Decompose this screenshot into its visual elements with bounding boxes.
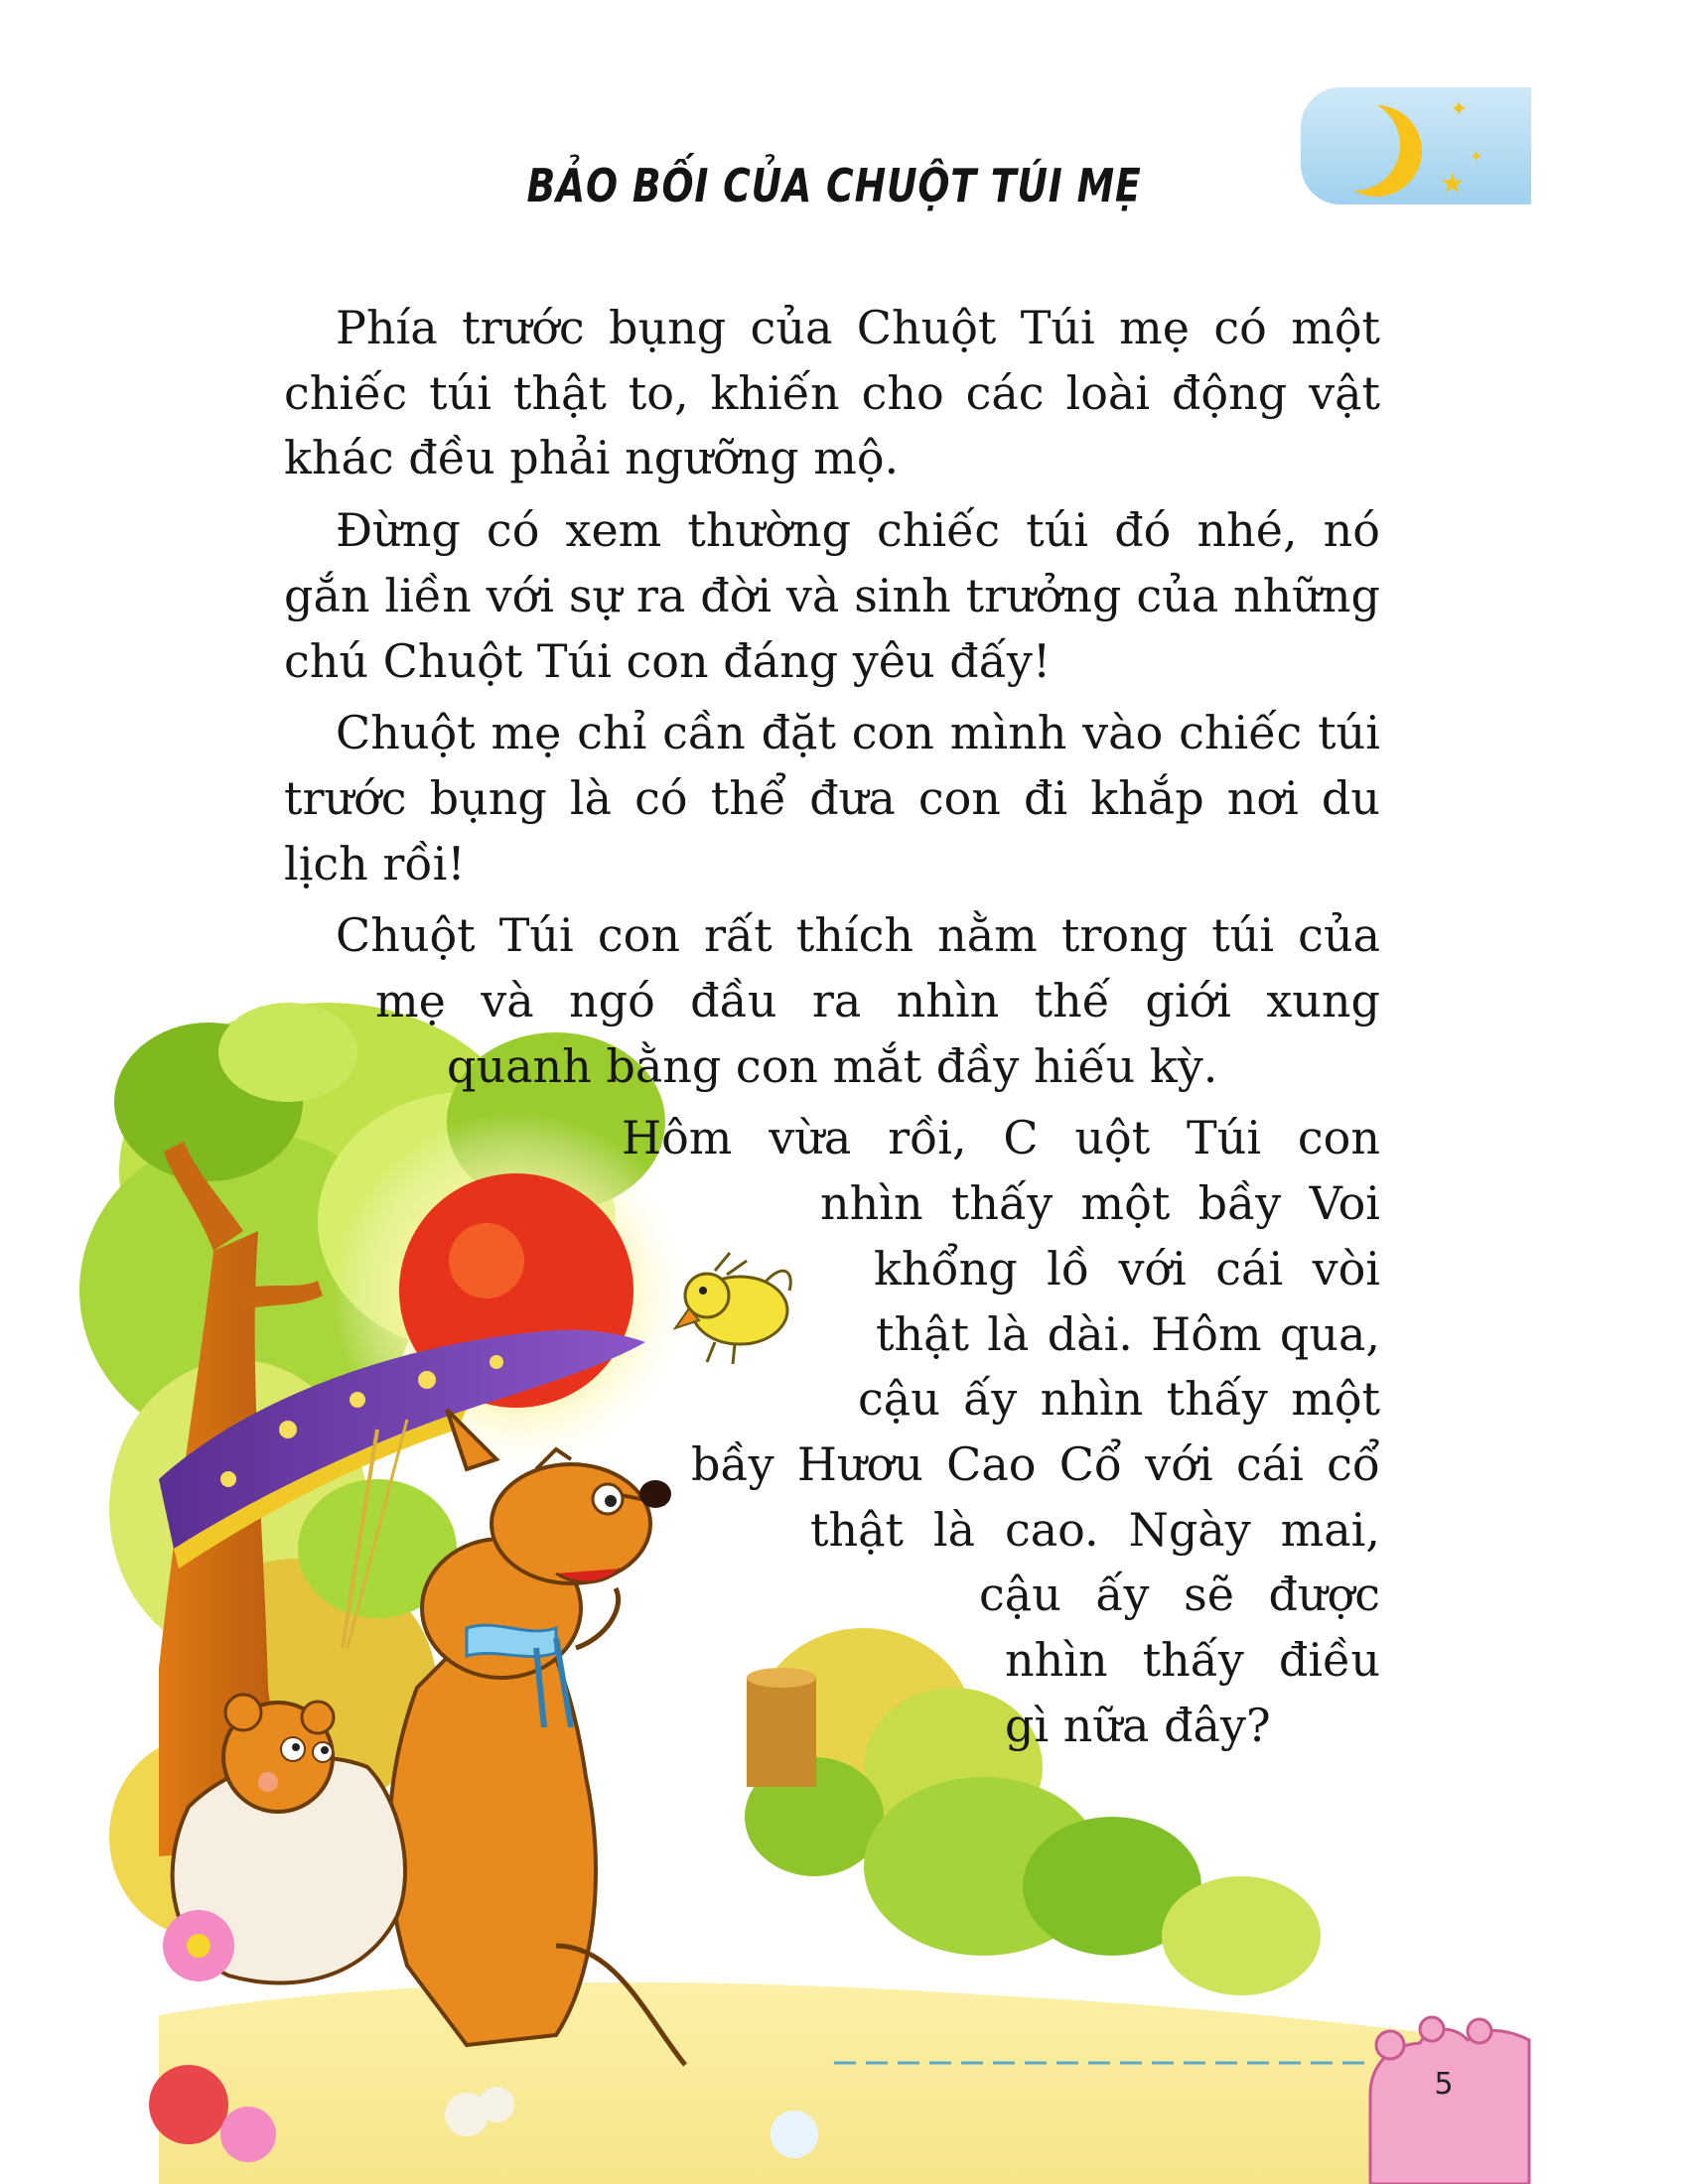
star-icon: ✦ [1450,97,1469,122]
story-paragraph [284,903,1380,1099]
story-line: Chuột Túi con rất thích nằm trong túi của [336,908,1380,963]
story-line: cậu ấy nhìn thấy một [858,1372,1380,1427]
story-line: bầy Hươu Cao Cổ với cái cổ [691,1436,1380,1491]
star-icon: ✦ [1470,147,1483,166]
page-number: 5 [1434,2067,1454,2102]
story-paragraph [284,1106,1380,1758]
story-paragraph: Chuột mẹ chỉ cần đặt con mình vào chiếc túi trước bụng là có thể đưa con đi khắp nơi du lịch rồi! [284,706,1380,890]
story-line: mẹ và ngó đầu ra nhìn thế giới xung [375,974,1380,1028]
star-icon: ★ [1440,167,1466,200]
story-line: nhìn thấy điều [1005,1633,1380,1688]
story-text [284,296,1380,1765]
story-line: quanh bằng con mắt đầy hiếu kỳ. [447,1038,1218,1093]
story-line: thật là dài. Hôm qua, [876,1306,1380,1361]
story-line: cậu ấy sẽ được [979,1568,1380,1622]
story-line: Hôm vừa rồi, C uột Túi con [622,1111,1380,1165]
story-paragraph: Phía trước bụng của Chuột Túi mẹ có một chiếc túi thật to, khiến cho các loài động vật khác đều phải ngưỡng mộ. [284,301,1380,485]
story-line: nhìn thấy một bầy Voi [820,1176,1380,1231]
page-title: BẢO BỐI CỦA CHUỘT TÚI MẸ [526,159,1142,212]
ground [159,1982,1529,2184]
story-line: gì nữa đây? [1005,1698,1271,1752]
story-line: thật là cao. Ngày mai, [810,1502,1380,1557]
story-paragraph: Đừng có xem thường chiếc túi đó nhé, nó gắn liền với sự ra đời và sinh trưởng của những chú Chuột Túi con đáng yêu đấy! [284,503,1380,688]
story-line: khổng lồ với cái vòi [874,1241,1380,1296]
